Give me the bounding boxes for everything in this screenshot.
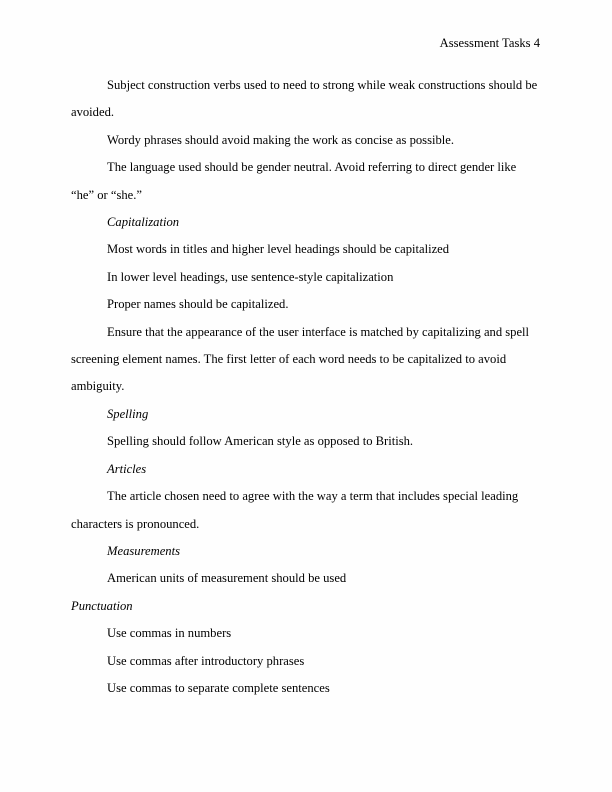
paragraph: Most words in titles and higher level headings should be capitalized [107,242,450,257]
paragraph: Proper names should be capitalized. [107,297,289,312]
document-body [71,72,540,702]
paragraph: Spelling should follow American style as opposed to British. [107,434,414,449]
paragraph: Subject construction verbs used to need to strong while weak constructions should be avoided. [71,78,538,120]
paragraph: The article chosen need to agree with the way a term that includes special leading characters is pronounced. [71,489,519,531]
paragraph: Use commas to separate complete sentences [107,680,330,695]
paragraph: The language used should be gender neutral. Avoid referring to direct gender like “he” or “she.” [71,160,517,202]
running-head: Assessment Tasks 4 [439,36,540,50]
section-heading-measurements: Measurements [107,543,180,558]
paragraph: In lower level headings, use sentence-style capitalization [107,269,394,284]
paragraph: Ensure that the appearance of the user interface is matched by capitalizing and spell screening element names. The first letter of each word needs to be capitalized to avoid ambiguity. [71,324,530,394]
paragraph: Use commas in numbers [107,626,232,641]
section-heading-articles: Articles [107,461,147,476]
section-heading-spelling: Spelling [107,406,149,421]
section-heading-capitalization: Capitalization [107,215,180,230]
section-heading-punctuation: Punctuation [71,598,133,613]
paragraph: Use commas after introductory phrases [107,653,305,668]
paragraph: Wordy phrases should avoid making the work as concise as possible. [107,132,454,147]
paragraph: American units of measurement should be used [107,571,347,586]
